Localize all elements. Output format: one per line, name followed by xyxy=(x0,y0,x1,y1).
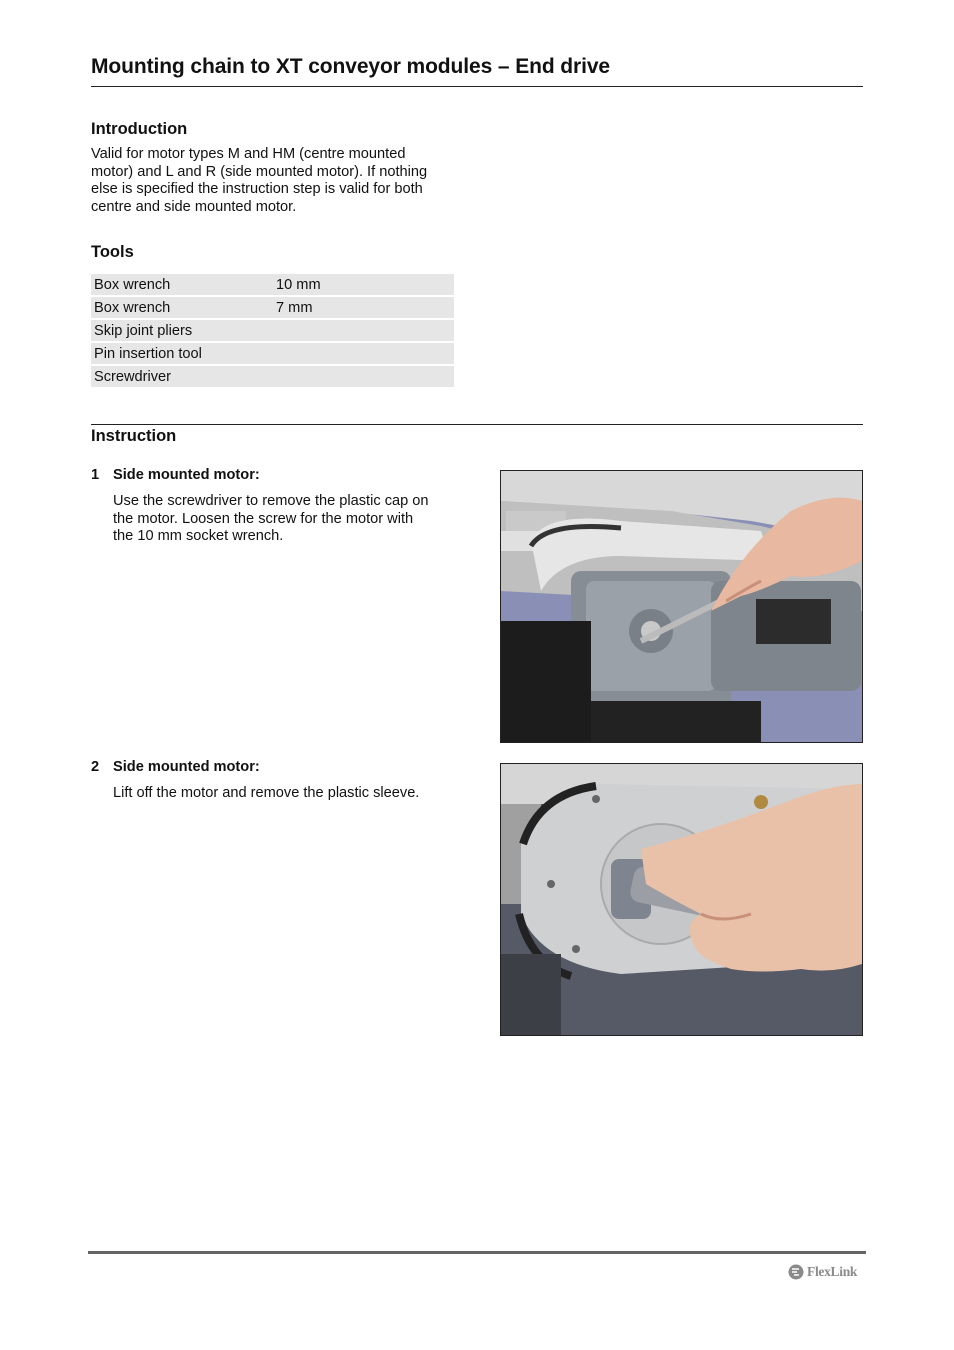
introduction-heading: Introduction xyxy=(91,120,188,138)
tool-size: 10 mm xyxy=(273,274,454,295)
step-2-photo xyxy=(500,763,863,1036)
instruction-heading: Instruction xyxy=(91,427,177,445)
tool-name: Skip joint pliers xyxy=(91,320,273,341)
table-row xyxy=(91,343,454,364)
tool-name: Box wrench xyxy=(91,297,273,318)
step-line: the motor. Loosen the screw for the motor with xyxy=(113,510,414,527)
page-title: Mounting chain to XT conveyor modules – End drive xyxy=(91,55,610,78)
step-number: 2 xyxy=(91,759,100,775)
step-line: Use the screwdriver to remove the plastic cap on xyxy=(113,493,429,509)
step-title: Side mounted motor: xyxy=(113,467,260,483)
tool-name: Box wrench xyxy=(91,274,273,295)
introduction-line: centre and side mounted motor. xyxy=(91,198,297,215)
step-text xyxy=(113,493,473,546)
table-row xyxy=(91,274,454,295)
table-row xyxy=(91,320,454,341)
step-text xyxy=(113,785,473,803)
step-line: Lift off the motor and remove the plastic sleeve. xyxy=(113,785,420,801)
title-divider xyxy=(91,86,863,87)
sleeve-removal-photo xyxy=(501,764,862,1035)
tool-size xyxy=(273,366,454,387)
introduction-line: else is specified the instruction step is valid for both xyxy=(91,181,423,198)
tool-size: 7 mm xyxy=(273,297,454,318)
logo-text: FlexLink xyxy=(807,1264,858,1279)
footer-divider xyxy=(88,1251,866,1254)
flexlink-logo-icon xyxy=(788,1264,804,1280)
tools-table xyxy=(91,272,454,389)
introduction-text xyxy=(91,146,471,216)
introduction-line: motor) and L and R (side mounted motor). If nothing xyxy=(91,163,428,180)
flexlink-logo xyxy=(788,1264,857,1280)
tool-name: Pin insertion tool xyxy=(91,343,273,364)
table-row xyxy=(91,366,454,387)
tool-name: Screwdriver xyxy=(91,366,273,387)
instruction-divider xyxy=(91,424,863,425)
motor-removal-photo xyxy=(501,471,862,742)
step-title: Side mounted motor: xyxy=(113,759,260,775)
step-1-photo xyxy=(500,470,863,743)
introduction-line: Valid for motor types M and HM (centre mounted xyxy=(91,146,406,162)
tool-size xyxy=(273,320,454,341)
tools-heading: Tools xyxy=(91,243,134,261)
table-row xyxy=(91,297,454,318)
step-line: the 10 mm socket wrench. xyxy=(113,528,284,545)
step-number: 1 xyxy=(91,467,100,483)
tool-size xyxy=(273,343,454,364)
